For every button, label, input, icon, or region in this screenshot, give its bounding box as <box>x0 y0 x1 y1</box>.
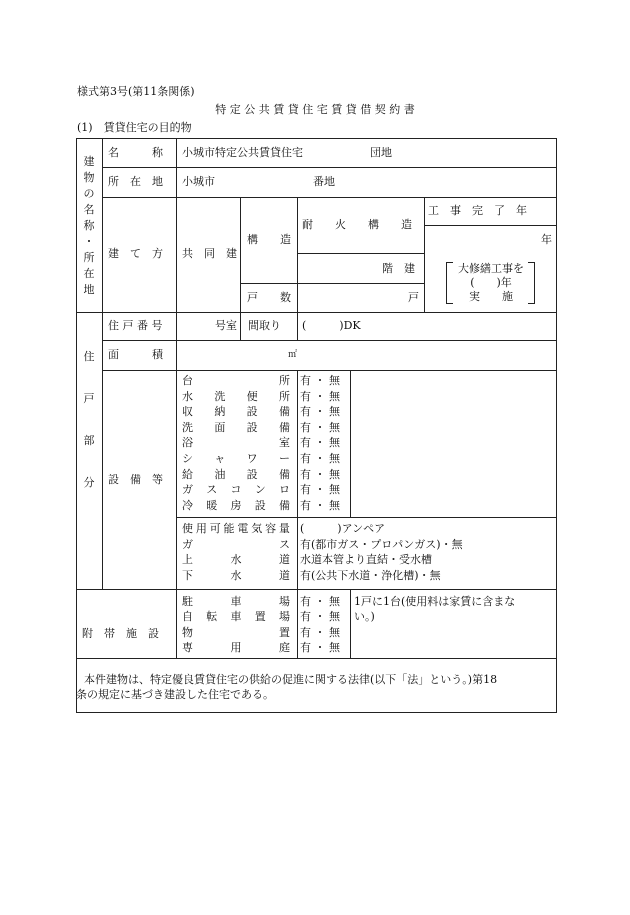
utility-name: ガ ス <box>182 537 290 551</box>
equipment-value: 有 ・ 無 <box>300 498 340 512</box>
address-value: 小城市 <box>182 175 215 188</box>
facility-value: 有 ・ 無 <box>300 640 340 654</box>
utility-value: ( )アンペア <box>300 522 386 535</box>
unit-section-label: 住 戸 部 分 <box>83 350 95 489</box>
equipment-value: 有 ・ 無 <box>300 374 340 387</box>
build-type-value: 共 同 建 <box>182 247 237 260</box>
document-title: 特 定 公 共 賃 貸 住 宅 賃 貸 借 契 約 書 <box>215 103 415 116</box>
completion-label: 工 事 完 了 年 <box>428 204 527 217</box>
equipment-name: 収 納 設 備 <box>182 405 290 419</box>
layout-value: ( )DK <box>302 319 361 332</box>
area-label: 面 積 <box>108 348 163 361</box>
facility-name: 物 置 <box>182 625 290 639</box>
floors-suffix: 階 建 <box>382 262 415 275</box>
completion-year: 年 <box>541 233 552 246</box>
units-suffix: 戸 <box>408 291 419 304</box>
equipment-value: 有 ・ 無 <box>300 483 340 497</box>
equipment-name: 給 油 設 備 <box>182 467 290 481</box>
equipment-label: 設 備 等 <box>108 473 163 486</box>
equipment-value: 有 ・ 無 <box>300 389 340 403</box>
unit-number-label: 住 戸 番 号 <box>108 319 163 332</box>
facility-name: 駐 車 場 <box>182 595 290 608</box>
units-label: 戸 数 <box>247 291 291 304</box>
equipment-value: 有 ・ 無 <box>300 420 340 434</box>
facility-value: 有 ・ 無 <box>300 610 340 624</box>
equipment-name: 洗 面 設 備 <box>182 420 290 434</box>
structure-label: 構 造 <box>247 233 291 246</box>
area-unit: ㎡ <box>288 350 298 360</box>
equipment-name: 浴 室 <box>182 436 290 450</box>
equipment-value: 有 ・ 無 <box>300 436 340 450</box>
facility-name: 自 転 車 置 場 <box>182 610 290 624</box>
equipment-value: 有 ・ 無 <box>300 452 340 465</box>
layout-label: 間取り <box>248 319 281 332</box>
facility-value: 有 ・ 無 <box>300 595 340 608</box>
equipment-name: ガ ス コ ン ロ <box>182 483 290 497</box>
utility-name: 下 水 道 <box>182 568 290 582</box>
repair-line1: 大修繕工事を <box>458 262 524 275</box>
repair-line2: ( )年 <box>470 276 512 289</box>
facility-name: 専 用 庭 <box>182 640 290 654</box>
building-section-label: 建 物 の 名 称 ・ 所 在 地 <box>83 155 95 296</box>
facility-value: 有 ・ 無 <box>300 625 340 639</box>
equipment-name: 台 所 <box>182 374 290 387</box>
legal-note-line1: 本件建物は、特定優良賃貸住宅の供給の促進に関する法律(以下「法」という。)第18 <box>84 673 498 686</box>
facility-note-line2: い。) <box>354 610 375 623</box>
utility-value: 有(都市ガス・プロパンガス)・無 <box>300 537 463 551</box>
utility-value: 水道本管より直結・受水槽 <box>300 553 432 566</box>
left-bracket <box>446 262 453 304</box>
legal-note-line2: 条の規定に基づき建設した住宅である。 <box>76 688 274 701</box>
repair-line3: 実 施 <box>469 290 513 303</box>
equipment-name: シ ャ ワ ー <box>182 452 290 465</box>
form-number: 様式第3号(第11条関係) <box>77 85 195 98</box>
right-bracket <box>528 262 535 304</box>
name-label: 名 称 <box>108 146 163 159</box>
utility-name: 使 用 可 能 電 気 容 量 <box>182 522 290 535</box>
equipment-name: 水 洗 便 所 <box>182 389 290 403</box>
utility-name: 上 水 道 <box>182 553 290 566</box>
section-heading: (1) 賃貸住宅の目的物 <box>77 121 192 134</box>
equipment-value: 有 ・ 無 <box>300 467 340 481</box>
unit-number-suffix: 号室 <box>215 319 237 332</box>
facility-note-line1: 1戸に1台(使用料は家賃に含まな <box>354 595 516 608</box>
structure-value: 耐 火 構 造 <box>302 218 412 231</box>
name-suffix: 団地 <box>370 146 392 159</box>
name-value: 小城市特定公共賃貸住宅 <box>182 146 303 159</box>
equipment-value: 有 ・ 無 <box>300 405 340 419</box>
address-label: 所 在 地 <box>108 175 163 188</box>
utility-value: 有(公共下水道・浄化槽)・無 <box>300 568 441 582</box>
build-type-label: 建 て 方 <box>108 247 163 260</box>
address-suffix: 番地 <box>313 175 335 188</box>
equipment-name: 冷 暖 房 設 備 <box>182 498 290 512</box>
facilities-label: 附 帯 施 設 <box>82 627 159 640</box>
